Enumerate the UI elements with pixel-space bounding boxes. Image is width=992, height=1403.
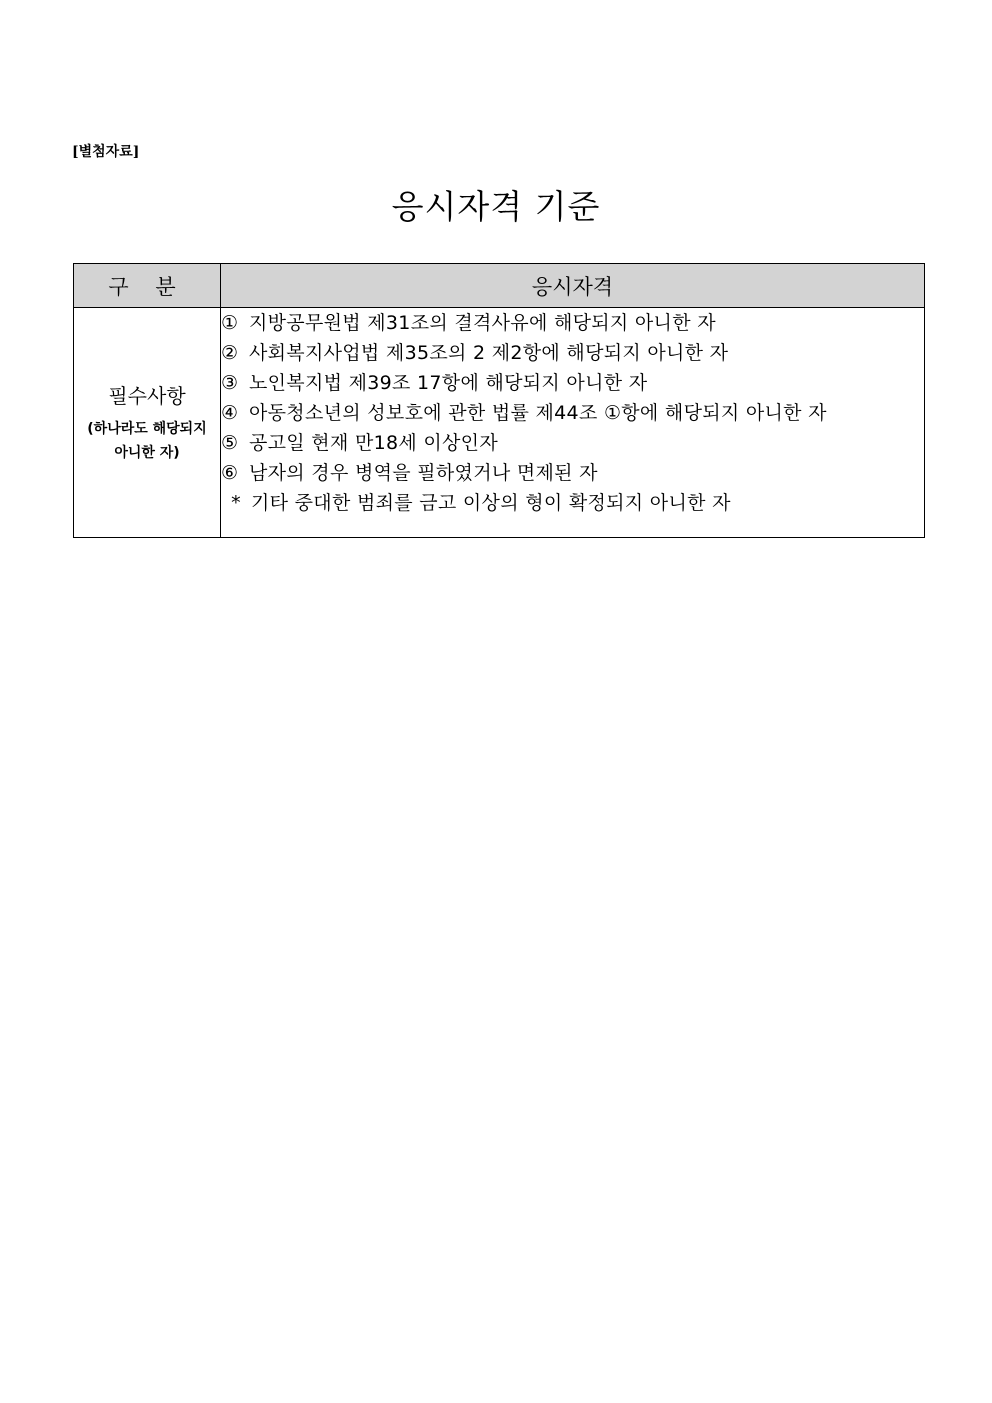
item-text: 노인복지법 제39조 17항에 해당되지 아니한 자 — [249, 372, 648, 394]
column-header-qualification: 응시자격 — [221, 264, 925, 308]
category-main-label: 필수사항 — [108, 384, 186, 408]
item-number: ⑤ — [221, 432, 239, 454]
category-note-line: 아니한 자) — [114, 445, 180, 461]
list-item — [221, 398, 924, 428]
document-title: 응시자격 기준 — [391, 187, 601, 226]
item-text: 아동청소년의 성보호에 관한 법률 제44조 ①항에 해당되지 아니한 자 — [249, 402, 827, 424]
item-number: ② — [221, 342, 239, 364]
item-text: 남자의 경우 병역을 필하였거나 면제된 자 — [249, 462, 598, 484]
item-number: ④ — [221, 402, 239, 424]
table-row — [74, 308, 925, 538]
list-item — [221, 428, 924, 458]
category-note — [74, 417, 220, 465]
list-item — [221, 338, 924, 368]
item-number: ① — [221, 312, 239, 334]
list-item — [221, 368, 924, 398]
list-item — [221, 308, 924, 338]
table-header-row — [74, 264, 925, 308]
category-note-line: (하나라도 해당되지 — [87, 421, 207, 437]
qualification-items-cell — [221, 308, 925, 538]
category-cell — [74, 308, 221, 538]
attachment-label: [별첨자료] — [72, 144, 140, 160]
qualification-table — [73, 263, 925, 538]
asterisk-marker: * — [231, 492, 241, 514]
item-text: 지방공무원법 제31조의 결격사유에 해당되지 아니한 자 — [249, 312, 716, 334]
item-number: ⑥ — [221, 462, 239, 484]
item-text: 공고일 현재 만18세 이상인자 — [249, 432, 498, 454]
column-header-category: 구 분 — [74, 264, 221, 308]
list-item — [221, 458, 924, 488]
note-text: 기타 중대한 범죄를 금고 이상의 형이 확정되지 아니한 자 — [251, 492, 731, 514]
item-text: 사회복지사업법 제35조의 2 제2항에 해당되지 아니한 자 — [249, 342, 729, 364]
item-number: ③ — [221, 372, 239, 394]
note-item — [221, 488, 924, 518]
